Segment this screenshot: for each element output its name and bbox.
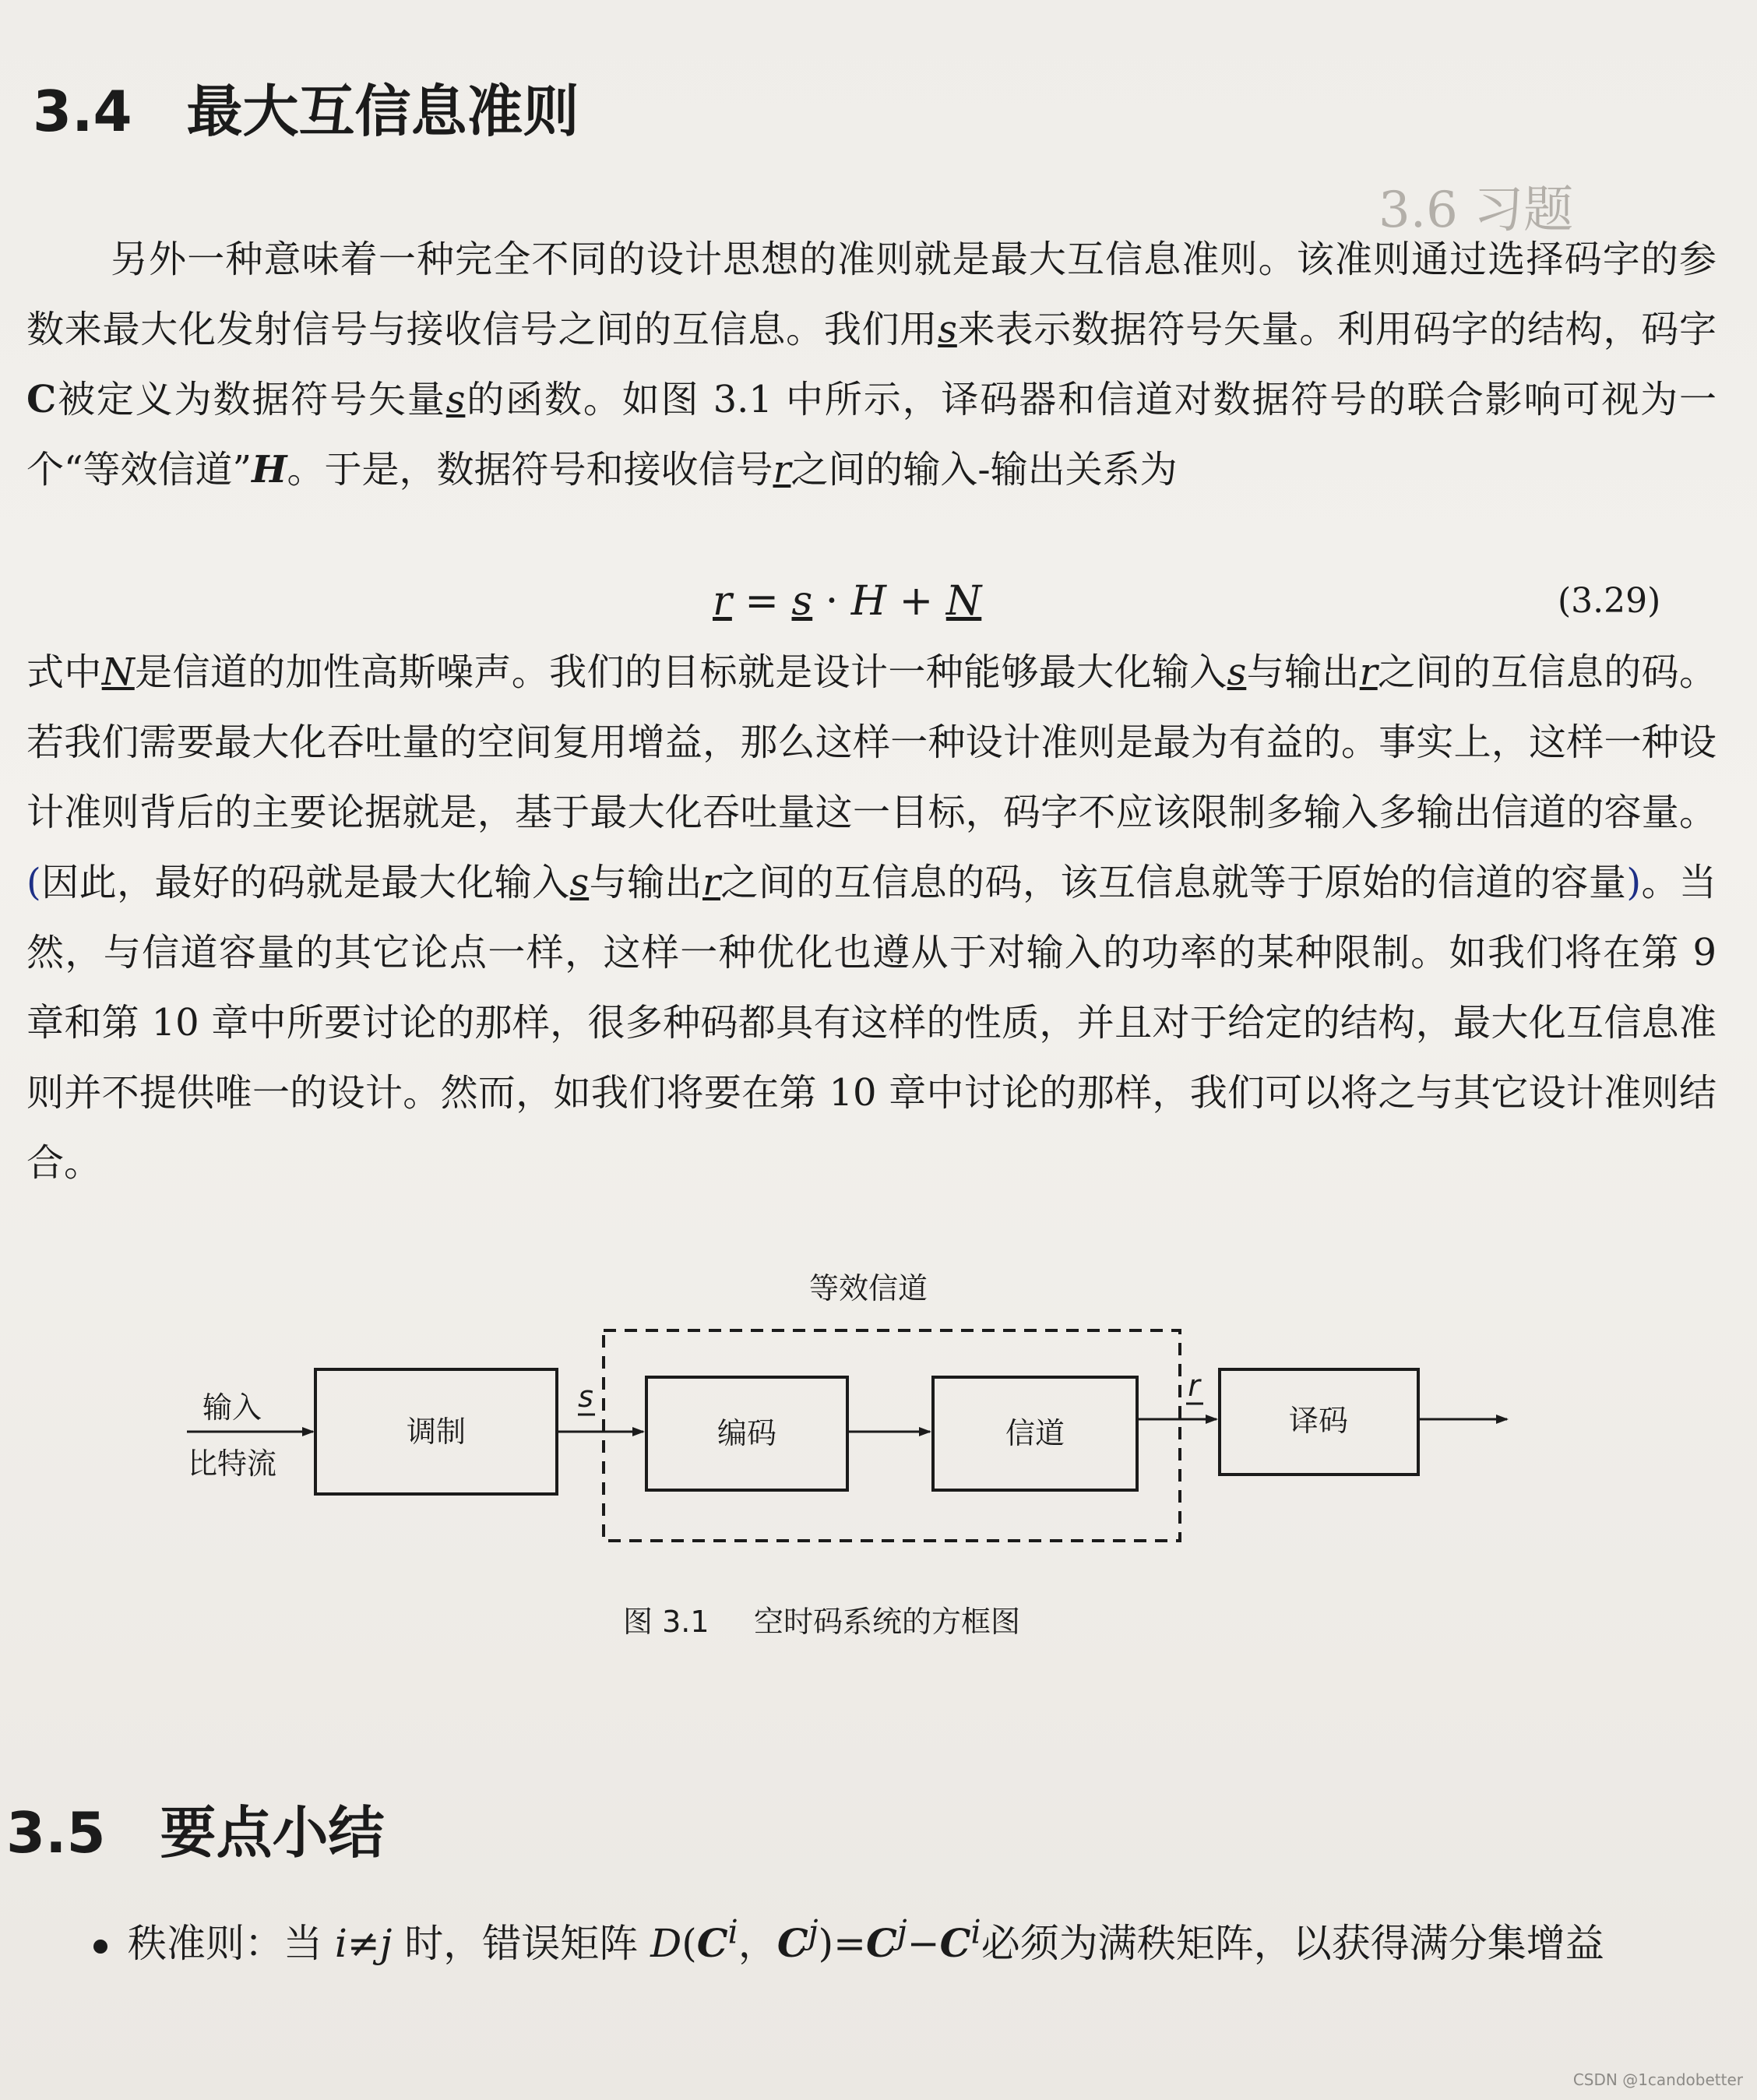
symbol-s: s	[1227, 650, 1247, 694]
eq-N: N	[945, 578, 982, 625]
text-run: 来表示数据符号矢量。利用码字的结构，码字	[956, 308, 1717, 351]
text-run: 是信道的加性高斯噪声。我们的目标就是设计一种能够最大化输入	[134, 650, 1227, 694]
symbol-C: C	[939, 1920, 971, 1966]
text-run: 秩准则：当	[128, 1921, 335, 1966]
text-run: 。于是，数据符号和接收信号	[287, 448, 773, 492]
equation-3-29	[0, 578, 1757, 632]
symbol-j: j	[379, 1921, 393, 1966]
text-run: 与输出	[589, 861, 703, 904]
superscript-j: j	[896, 1912, 907, 1951]
decoding-label: 译码	[1288, 1404, 1349, 1438]
encoding-label: 编码	[717, 1416, 777, 1450]
eq-sign: =	[731, 578, 792, 625]
symbol-r: r	[702, 861, 720, 904]
symbol-N: N	[101, 650, 135, 694]
symbol-i: i	[334, 1921, 347, 1966]
handwritten-open-bracket: (	[26, 861, 41, 904]
paren: (	[681, 1921, 697, 1966]
symbol-r: r	[773, 448, 791, 492]
bleed-through-text: 3.6 习题	[1378, 181, 1574, 239]
symbol-C: C	[696, 1920, 728, 1966]
text-run: 。当然，与信道容量的其它论点一样，这样一种优化也遵从于对输入的功率的某种限制。如我们将在第 9 章和第 10 章中所要讨论的那样，很多种码都具有这样的性质，并且对于给定的结构，最大化互信息准则并不提供唯一的设计。然而，如我们将要在第 10 章中讨论的那样，我们可以将之与其它设计准则结合。	[26, 861, 1717, 1185]
text-run: 之间的输入-输出关系为	[790, 448, 1178, 492]
modulation-label: 调制	[406, 1415, 467, 1449]
equation-number: (3.29)	[1558, 581, 1661, 621]
text-run: 必须为满秩矩阵，以获得满分集增益	[981, 1921, 1604, 1966]
text-run: 与输出	[1246, 650, 1360, 694]
figure-3-1-block-diagram	[0, 1262, 1757, 1636]
watermark: CSDN @1candobetter	[1572, 2070, 1743, 2089]
text-run: 的函数。如图 3.1 中所示，译码器和信道对数据符号的联合影响可视为一个“等效信道”	[26, 378, 1717, 492]
superscript-j: j	[808, 1912, 819, 1951]
text-run: 因此，最好的码就是最大化输入	[40, 861, 570, 904]
section-title: 最大互信息准则	[186, 79, 579, 144]
input-label: 输入	[202, 1390, 262, 1425]
equation-body	[713, 578, 981, 625]
section-heading-3-4	[33, 66, 579, 147]
paren: )	[818, 1921, 834, 1966]
bitstream-label: 比特流	[187, 1446, 277, 1481]
text-run: 之间的互信息的码。若我们需要最大化吞吐量的空间复用增益，那么这样一种设计准则是最为有益的。事实上，这样一种设计准则背后的主要论据就是，基于最大化吞吐量这一目标，码字不应该限制多输入多输出信道的容量。	[26, 650, 1717, 834]
comma: ，	[738, 1921, 777, 1966]
section-number: 3.5	[6, 1800, 106, 1866]
bullet-dot	[93, 1940, 107, 1954]
symbol-s: s	[569, 861, 590, 904]
equals-sign: =	[833, 1921, 866, 1966]
text-run: 之间的互信息的码，该互信息就等于原始的信道的容量	[720, 861, 1627, 904]
rank-criterion-bullet	[93, 1912, 1604, 1968]
eq-r: r	[713, 578, 732, 625]
text-run: 被定义为数据符号矢量	[56, 378, 446, 421]
section-number: 3.4	[33, 79, 132, 144]
symbol-r: r	[1359, 650, 1378, 694]
superscript-i: i	[970, 1912, 981, 1951]
r-signal-label: r	[1188, 1369, 1200, 1403]
figure-number: 图 3.1	[623, 1605, 709, 1636]
paragraph-2	[26, 637, 1717, 1198]
equiv-channel-dashed-box	[604, 1330, 1180, 1541]
channel-label: 信道	[1005, 1416, 1065, 1450]
symbol-s: s	[938, 308, 957, 351]
symbol-H: H	[252, 448, 287, 492]
text-run: 时，错误矩阵	[392, 1921, 651, 1966]
section-title: 要点小结	[160, 1800, 385, 1866]
eq-dot: ·	[812, 578, 851, 625]
symbol-C: C	[866, 1920, 897, 1966]
symbol-C: C	[26, 378, 57, 421]
handwritten-close-bracket: )	[1626, 861, 1642, 904]
superscript-i: i	[727, 1912, 738, 1951]
figure-caption: 空时码系统的方框图	[754, 1605, 1021, 1636]
equiv-channel-label: 等效信道	[808, 1271, 928, 1305]
section-heading-3-5	[6, 1788, 385, 1869]
neq-sign: ≠	[347, 1921, 380, 1966]
eq-H: H	[850, 578, 887, 625]
minus-sign: −	[907, 1921, 940, 1966]
symbol-C: C	[776, 1920, 808, 1966]
symbol-s: s	[445, 378, 466, 421]
symbol-D: D	[650, 1921, 682, 1966]
text-run: 式中	[26, 650, 102, 694]
paragraph-1	[26, 224, 1717, 505]
eq-plus: +	[886, 578, 946, 625]
eq-s: s	[791, 578, 813, 625]
s-signal-label: s	[578, 1379, 593, 1414]
text-run: 另外一种意味着一种完全不同的设计思想的准则就是最大互信息准则。该准则通过选择码字的参数来最大化发射信号与接收信号之间的互信息。我们用	[26, 238, 1717, 351]
